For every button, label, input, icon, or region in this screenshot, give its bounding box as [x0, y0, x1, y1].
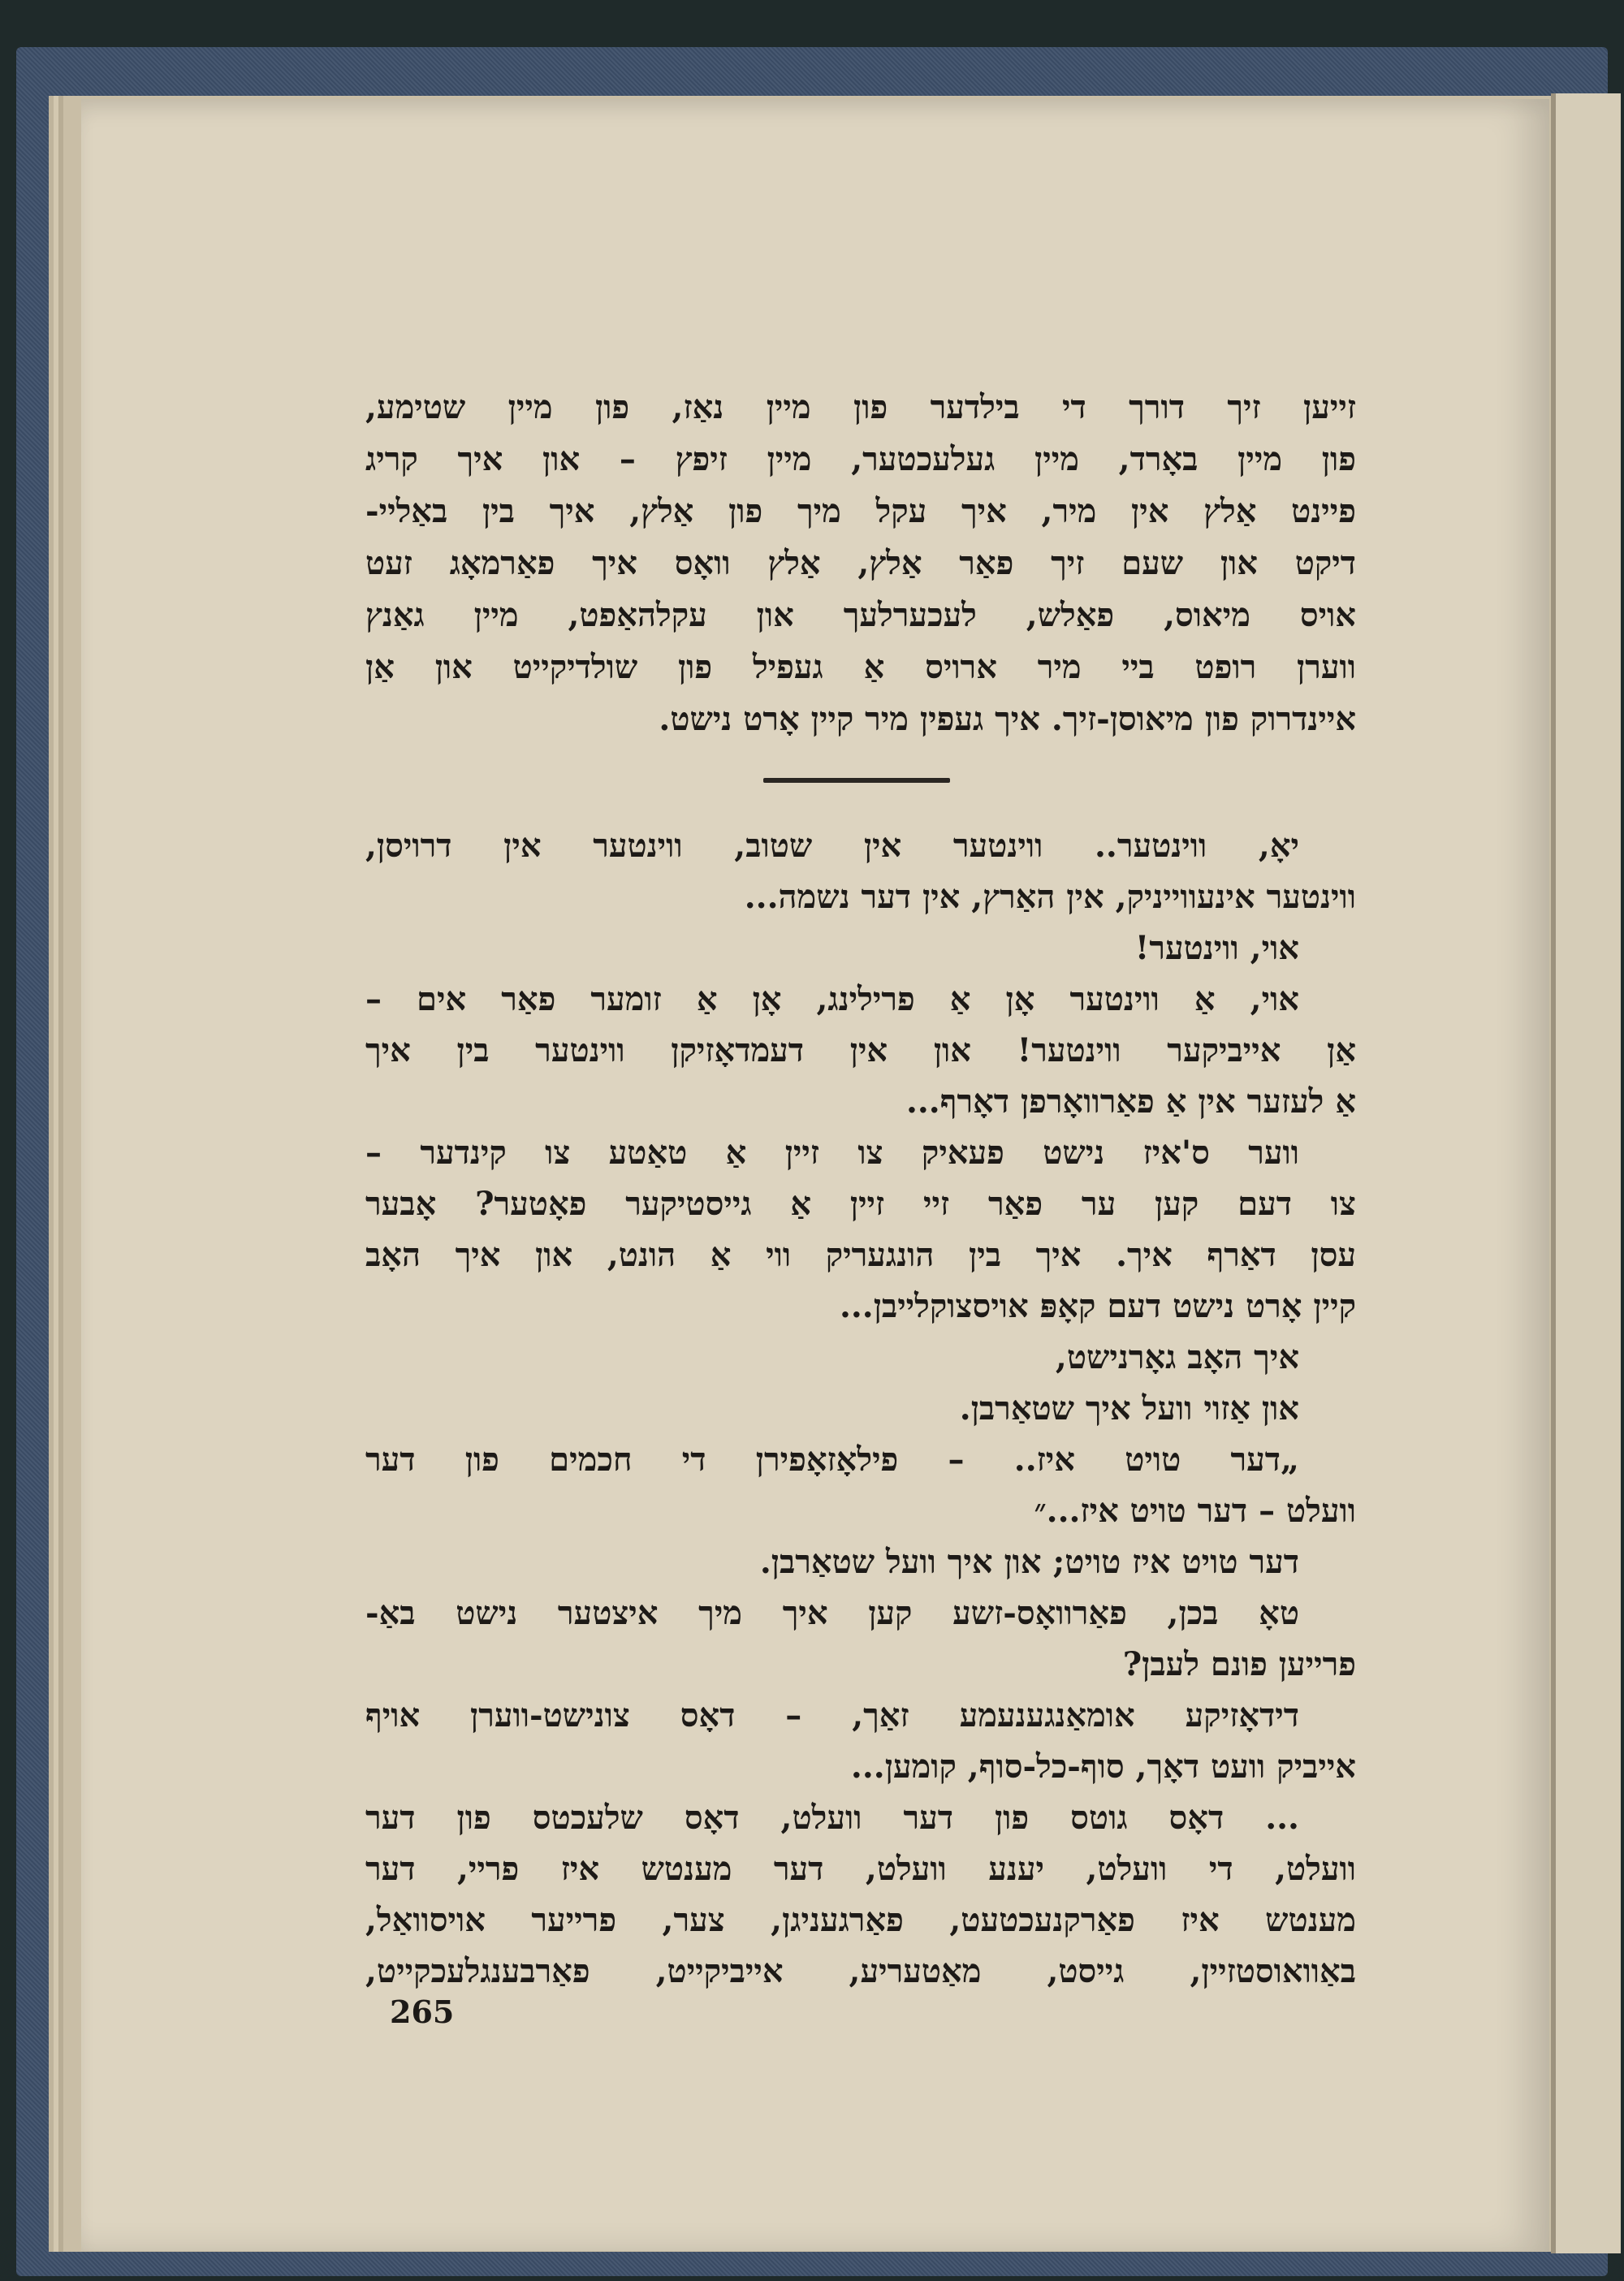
- paragraph-top: [365, 382, 1356, 745]
- text-line: איינדרוק פון מיאוסן-זיך. איך געפין מיר קיין אָרט נישט.: [659, 700, 1356, 738]
- text-line: פון מיין באָרד, מיין געלעכטער, מיין זיפץ – און איך קריג: [365, 440, 1356, 478]
- text-line: זייען זיך דורך די בילדער פון מיין נאַז, פון מיין שטימע,: [365, 388, 1356, 426]
- page-number: 265: [390, 1994, 455, 2030]
- text-line: אַ לעזער אין אַ פאַרוואָרפן דאָרף...: [905, 1082, 1356, 1121]
- text-line: אויס מיאוס, פאַלש, לעכערלעך און עקלהאַפט, מיין גאַנץ: [365, 596, 1356, 634]
- text-line: ווערן רופט ביי מיר ארויס אַ געפיל פון שולדיקייט און אַן: [365, 648, 1356, 686]
- text-line: ווינטער אינעווייניק, אין האַרץ, אין דער נשמה...: [744, 878, 1356, 916]
- text-line: טאָ בכן, פאַרוואָס-זשע קען איך מיך איצטער נישט באַ-: [365, 1594, 1299, 1632]
- text-line: און אַזוי וועל איך שטאַרבן.: [959, 1389, 1299, 1428]
- paragraph-main: [365, 820, 1356, 1997]
- text-line: פיינט אַלץ אין מיר, איך עקל מיך פון אַלץ, איך בין באַליי-: [365, 492, 1356, 530]
- text-line: קיין אָרט נישט דעם קאָפּ אויסצוקלייבן...: [839, 1287, 1356, 1325]
- text-line: אוי, אַ ווינטער אָן אַ פרילינג, אָן אַ זומער פאַר אים –: [365, 980, 1299, 1018]
- text-line: ... דאָס גוטס פון דער וועלט, דאָס שלעכטס פון דער: [365, 1799, 1299, 1837]
- text-line: אַן אייביקער ווינטער! און אין דעמדאָזיקן ווינטער בין איך: [365, 1031, 1356, 1069]
- text-line: אוי, ווינטער!: [1134, 929, 1299, 967]
- next-page-edge: [1551, 93, 1621, 2253]
- text-line: עסן דאַרף איך. איך בין הונגעריק ווי אַ הונט, און איך האָב: [365, 1236, 1356, 1274]
- text-line: יאָ, ווינטער.. ווינטער אין שטוב, ווינטער אין דרויסן,: [365, 827, 1299, 865]
- text-line: איך האָב גאָרנישט,: [1055, 1338, 1299, 1376]
- text-line: דיקט און שעם זיך פאַר אַלץ, אַלץ וואָס איך פאַרמאָג זעט: [365, 544, 1356, 582]
- text-line: פרייען פונם לעבן?: [1122, 1645, 1356, 1683]
- text-line: מענטש איז פאַרקנעכטעט, פאַרגעניגן, צער, פרייער אויסוואַל,: [365, 1901, 1356, 1939]
- text-line: וועלט – דער טויט איז...״: [1034, 1492, 1356, 1530]
- text-line: אייביק וועט דאָך, סוף-כל-סוף, קומען...: [850, 1747, 1356, 1786]
- text-line: דידאָזיקע אומאַנגענעמע זאַך, – דאָס צונישט-ווערן אויף: [365, 1696, 1299, 1735]
- text-line: ווער ס'איז נישט פעאיק צו זיין אַ טאַטע צו קינדער –: [365, 1134, 1299, 1172]
- text-line: וועלט, די וועלט, יענע וועלט, דער מענטש איז פריי, דער: [365, 1850, 1356, 1888]
- text-line: דער טויט איז טויט; און איך וועל שטאַרבן.: [759, 1543, 1299, 1581]
- text-line: באַוואוסטזיין, גייסט, מאַטעריע, אייביקייט, פאַרבענגלעכקייט,: [365, 1952, 1356, 1990]
- text-line: „דער טויט איז.. – פילאָזאָפירן די חכמים פון דער: [365, 1441, 1299, 1479]
- text-line: צו דעם קען ער פאַר זיי זיין אַ גייסטיקער פאָטער? אָבער: [365, 1185, 1356, 1223]
- section-divider: [763, 778, 950, 783]
